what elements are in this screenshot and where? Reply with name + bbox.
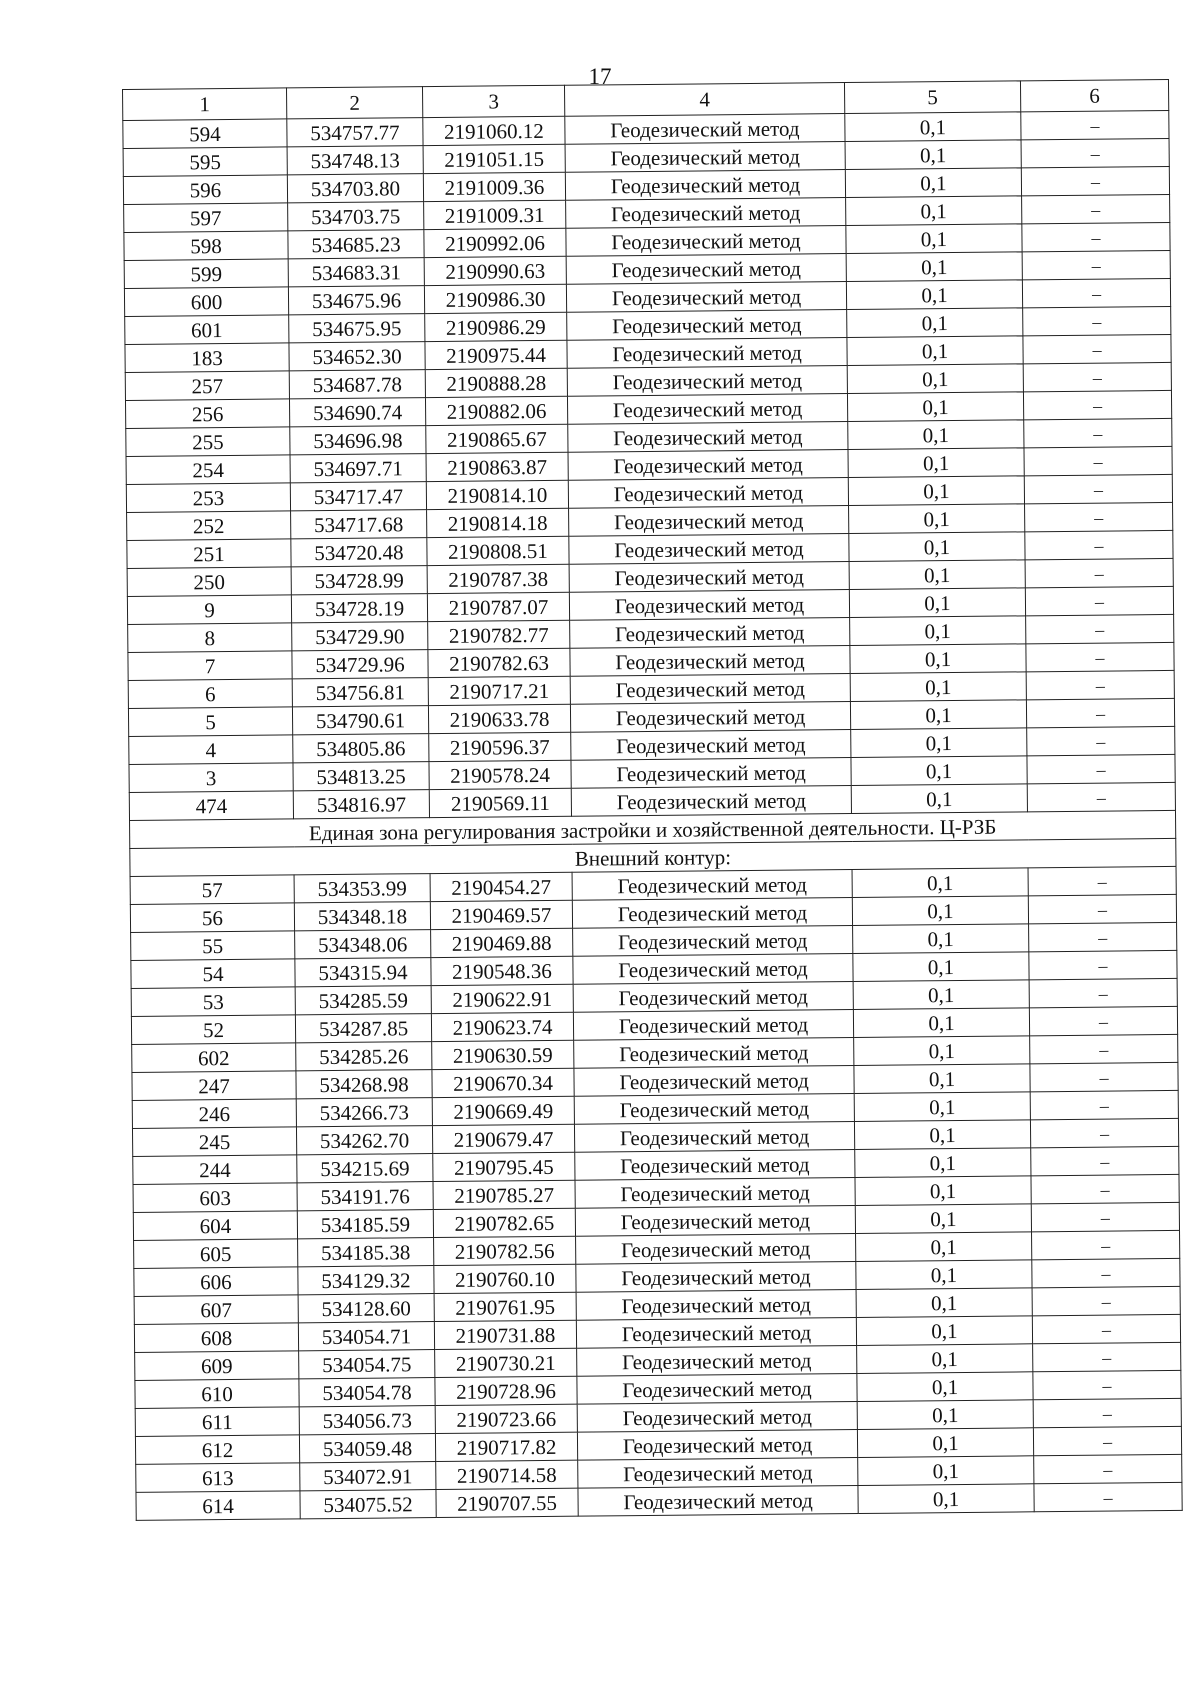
coordinate-y-cell: 2190795.45 (433, 1152, 575, 1181)
coordinate-x-cell: 534285.59 (295, 986, 431, 1015)
accuracy-cell: 0,1 (858, 1456, 1034, 1486)
accuracy-cell: 0,1 (849, 532, 1025, 562)
point-number-cell: 601 (125, 315, 289, 345)
coordinate-y-cell: 2190714.58 (436, 1460, 578, 1489)
method-cell: Геодезический метод (570, 646, 850, 677)
method-cell: Геодезический метод (566, 198, 846, 229)
coordinate-y-cell: 2190596.37 (429, 732, 571, 761)
coordinate-y-cell: 2191060.12 (423, 116, 565, 145)
coordinate-x-cell: 534348.18 (294, 902, 430, 931)
column-header: 5 (844, 81, 1020, 114)
coordinate-x-cell: 534757.77 (287, 118, 423, 147)
coordinate-y-cell: 2190990.63 (424, 256, 566, 285)
accuracy-cell: 0,1 (851, 728, 1027, 758)
note-cell: – (1030, 1034, 1178, 1063)
coordinate-x-cell: 534072.91 (300, 1462, 436, 1491)
coordinate-x-cell: 534075.52 (300, 1490, 436, 1519)
note-cell: – (1026, 670, 1174, 699)
coordinate-y-cell: 2190670.34 (432, 1068, 574, 1097)
column-header: 2 (286, 87, 422, 119)
point-number-cell: 246 (132, 1099, 296, 1129)
coordinate-y-cell: 2190888.28 (425, 368, 567, 397)
note-cell: – (1021, 110, 1169, 139)
coordinate-x-cell: 534056.73 (299, 1406, 435, 1435)
method-cell: Геодезический метод (567, 366, 847, 397)
method-cell: Геодезический метод (567, 338, 847, 369)
point-number-cell: 595 (123, 147, 287, 177)
point-number-cell: 594 (123, 119, 287, 149)
coordinate-x-cell: 534717.68 (291, 510, 427, 539)
coordinate-x-cell: 534697.71 (290, 454, 426, 483)
accuracy-cell: 0,1 (854, 1064, 1030, 1094)
accuracy-cell: 0,1 (853, 980, 1029, 1010)
accuracy-cell: 0,1 (855, 1176, 1031, 1206)
method-cell: Геодезический метод (578, 1486, 858, 1517)
coordinate-y-cell: 2190808.51 (427, 536, 569, 565)
coordinate-x-cell: 534285.26 (296, 1042, 432, 1071)
accuracy-cell: 0,1 (848, 476, 1024, 506)
point-number-cell: 3 (129, 763, 293, 793)
method-cell: Геодезический метод (571, 730, 851, 761)
method-cell: Геодезический метод (570, 618, 850, 649)
point-number-cell: 6 (128, 679, 292, 709)
accuracy-cell: 0,1 (850, 644, 1026, 674)
coordinate-y-cell: 2190469.88 (431, 928, 573, 957)
accuracy-cell: 0,1 (850, 672, 1026, 702)
page-number: 17 (588, 64, 612, 89)
point-number-cell: 614 (136, 1491, 300, 1521)
method-cell: Геодезический метод (575, 1150, 855, 1181)
point-number-cell: 53 (131, 987, 295, 1017)
coordinate-x-cell: 534675.96 (288, 286, 424, 315)
coordinate-y-cell: 2190814.18 (427, 508, 569, 537)
accuracy-cell: 0,1 (856, 1316, 1032, 1346)
coordinate-x-cell: 534059.48 (299, 1434, 435, 1463)
column-header: 3 (422, 85, 564, 117)
method-cell: Геодезический метод (568, 450, 848, 481)
section-title: Единая зона регулирования застройки и хозяйственной деятельности. Ц-РЗБ (130, 810, 1176, 848)
note-cell: – (1032, 1258, 1180, 1287)
method-cell: Геодезический метод (576, 1290, 856, 1321)
method-cell: Геодезический метод (565, 142, 845, 173)
coordinate-y-cell: 2191009.31 (424, 200, 566, 229)
coordinate-y-cell: 2190782.56 (434, 1236, 576, 1265)
accuracy-cell: 0,1 (856, 1260, 1032, 1290)
coordinate-y-cell: 2190863.87 (426, 452, 568, 481)
coordinate-y-cell: 2190578.24 (429, 760, 571, 789)
coordinate-x-cell: 534185.59 (297, 1210, 433, 1239)
coordinate-y-cell: 2190548.36 (431, 956, 573, 985)
accuracy-cell: 0,1 (852, 896, 1028, 926)
note-cell: – (1030, 1118, 1178, 1147)
coordinate-x-cell: 534266.73 (296, 1098, 432, 1127)
method-cell: Геодезический метод (576, 1318, 856, 1349)
coordinate-y-cell: 2190669.49 (432, 1096, 574, 1125)
point-number-cell: 612 (135, 1435, 299, 1465)
note-cell: – (1022, 250, 1170, 279)
accuracy-cell: 0,1 (857, 1372, 1033, 1402)
point-number-cell: 252 (127, 511, 291, 541)
note-cell: – (1024, 418, 1172, 447)
point-number-cell: 8 (128, 623, 292, 653)
coordinate-y-cell: 2190865.67 (426, 424, 568, 453)
coordinate-x-cell: 534054.71 (298, 1322, 434, 1351)
note-cell: – (1032, 1230, 1180, 1259)
method-cell: Геодезический метод (573, 982, 853, 1013)
coordinate-x-cell: 534685.23 (288, 230, 424, 259)
method-cell: Геодезический метод (575, 1206, 855, 1237)
note-cell: – (1023, 362, 1171, 391)
method-cell: Геодезический метод (577, 1374, 857, 1405)
note-cell: – (1024, 474, 1172, 503)
point-number-cell: 609 (135, 1351, 299, 1381)
coordinate-y-cell: 2190679.47 (432, 1124, 574, 1153)
note-cell: – (1028, 894, 1176, 923)
accuracy-cell: 0,1 (845, 168, 1021, 198)
note-cell: – (1029, 922, 1177, 951)
method-cell: Геодезический метод (571, 786, 851, 817)
method-cell: Геодезический метод (577, 1430, 857, 1461)
point-number-cell: 245 (132, 1127, 296, 1157)
coordinate-y-cell: 2190728.96 (435, 1376, 577, 1405)
coordinate-y-cell: 2190782.63 (428, 648, 570, 677)
method-cell: Геодезический метод (569, 506, 849, 537)
accuracy-cell: 0,1 (857, 1400, 1033, 1430)
note-cell: – (1030, 1090, 1178, 1119)
method-cell: Геодезический метод (573, 954, 853, 985)
coordinate-y-cell: 2190630.59 (432, 1040, 574, 1069)
coordinate-x-cell: 534813.25 (293, 762, 429, 791)
note-cell: – (1034, 1482, 1182, 1511)
coordinate-y-cell: 2190787.07 (427, 592, 569, 621)
coordinate-x-cell: 534191.76 (297, 1182, 433, 1211)
point-number-cell: 610 (135, 1379, 299, 1409)
coordinate-y-cell: 2190975.44 (425, 340, 567, 369)
note-cell: – (1025, 530, 1173, 559)
coordinate-y-cell: 2190814.10 (426, 480, 568, 509)
accuracy-cell: 0,1 (854, 1120, 1030, 1150)
accuracy-cell: 0,1 (851, 784, 1027, 814)
point-number-cell: 608 (134, 1323, 298, 1353)
note-cell: – (1031, 1202, 1179, 1231)
accuracy-cell: 0,1 (854, 1092, 1030, 1122)
method-cell: Геодезический метод (569, 562, 849, 593)
coordinate-x-cell: 534729.90 (292, 622, 428, 651)
coordinate-x-cell: 534687.78 (289, 370, 425, 399)
method-cell: Геодезический метод (570, 674, 850, 705)
coordinate-y-cell: 2190761.95 (434, 1292, 576, 1321)
point-number-cell: 52 (131, 1015, 295, 1045)
note-cell: – (1025, 558, 1173, 587)
coordinate-x-cell: 534054.78 (299, 1378, 435, 1407)
point-number-cell: 250 (127, 567, 291, 597)
accuracy-cell: 0,1 (847, 308, 1023, 338)
point-number-cell: 600 (124, 287, 288, 317)
note-cell: – (1033, 1370, 1181, 1399)
accuracy-cell: 0,1 (848, 448, 1024, 478)
coordinate-y-cell: 2191051.15 (423, 144, 565, 173)
coordinate-y-cell: 2190707.55 (436, 1488, 578, 1517)
point-number-cell: 605 (134, 1239, 298, 1269)
note-cell: – (1025, 586, 1173, 615)
coordinate-y-cell: 2190717.21 (428, 676, 570, 705)
note-cell: – (1025, 502, 1173, 531)
coordinate-y-cell: 2190787.38 (427, 564, 569, 593)
coordinate-y-cell: 2190785.27 (433, 1180, 575, 1209)
method-cell: Геодезический метод (578, 1458, 858, 1489)
coordinate-x-cell: 534054.75 (299, 1350, 435, 1379)
coordinate-x-cell: 534816.97 (293, 790, 429, 819)
accuracy-cell: 0,1 (849, 588, 1025, 618)
note-cell: – (1021, 138, 1169, 167)
coordinate-y-cell: 2190986.29 (425, 312, 567, 341)
note-cell: – (1033, 1342, 1181, 1371)
accuracy-cell: 0,1 (858, 1484, 1034, 1514)
note-cell: – (1029, 1006, 1177, 1035)
method-cell: Геодезический метод (565, 170, 845, 201)
coordinate-y-cell: 2190723.66 (435, 1404, 577, 1433)
note-cell: – (1021, 166, 1169, 195)
accuracy-cell: 0,1 (853, 924, 1029, 954)
method-cell: Геодезический метод (569, 590, 849, 621)
coordinate-y-cell: 2190622.91 (431, 984, 573, 1013)
accuracy-cell: 0,1 (854, 1036, 1030, 1066)
accuracy-cell: 0,1 (855, 1148, 1031, 1178)
coordinate-x-cell: 534720.48 (291, 538, 427, 567)
accuracy-cell: 0,1 (847, 392, 1023, 422)
method-cell: Геодезический метод (574, 1038, 854, 1069)
method-cell: Геодезический метод (576, 1234, 856, 1265)
note-cell: – (1030, 1062, 1178, 1091)
coordinate-y-cell: 2190717.82 (435, 1432, 577, 1461)
point-number-cell: 5 (128, 707, 292, 737)
point-number-cell: 611 (135, 1407, 299, 1437)
method-cell: Геодезический метод (571, 758, 851, 789)
coordinate-y-cell: 2190469.57 (430, 900, 572, 929)
point-number-cell: 255 (126, 427, 290, 457)
coordinate-x-cell: 534675.95 (289, 314, 425, 343)
point-number-cell: 613 (136, 1463, 300, 1493)
coordinate-x-cell: 534128.60 (298, 1294, 434, 1323)
point-number-cell: 599 (124, 259, 288, 289)
coordinate-x-cell: 534215.69 (297, 1154, 433, 1183)
note-cell: – (1027, 754, 1175, 783)
method-cell: Геодезический метод (569, 534, 849, 565)
coordinate-x-cell: 534748.13 (287, 146, 423, 175)
note-cell: – (1022, 222, 1170, 251)
accuracy-cell: 0,1 (853, 952, 1029, 982)
note-cell: – (1027, 782, 1175, 811)
accuracy-cell: 0,1 (850, 616, 1026, 646)
coordinate-x-cell: 534728.99 (291, 566, 427, 595)
point-number-cell: 257 (125, 371, 289, 401)
note-cell: – (1029, 950, 1177, 979)
coordinate-y-cell: 2190760.10 (434, 1264, 576, 1293)
coordinate-x-cell: 534129.32 (298, 1266, 434, 1295)
coordinate-x-cell: 534262.70 (296, 1126, 432, 1155)
point-number-cell: 596 (123, 175, 287, 205)
accuracy-cell: 0,1 (846, 224, 1022, 254)
note-cell: – (1027, 726, 1175, 755)
coordinate-y-cell: 2190986.30 (424, 284, 566, 313)
coordinate-x-cell: 534348.06 (295, 930, 431, 959)
method-cell: Геодезический метод (577, 1402, 857, 1433)
point-number-cell: 9 (127, 595, 291, 625)
coordinate-x-cell: 534717.47 (290, 482, 426, 511)
coordinate-x-cell: 534353.99 (294, 874, 430, 903)
accuracy-cell: 0,1 (857, 1344, 1033, 1374)
coordinate-x-cell: 534315.94 (295, 958, 431, 987)
method-cell: Геодезический метод (572, 898, 852, 929)
point-number-cell: 55 (131, 931, 295, 961)
method-cell: Геодезический метод (565, 114, 845, 145)
point-number-cell: 254 (126, 455, 290, 485)
point-number-cell: 57 (130, 875, 294, 905)
coordinate-y-cell: 2190731.88 (434, 1320, 576, 1349)
accuracy-cell: 0,1 (856, 1288, 1032, 1318)
coordinate-y-cell: 2190569.11 (429, 788, 571, 817)
point-number-cell: 604 (133, 1211, 297, 1241)
accuracy-cell: 0,1 (851, 756, 1027, 786)
point-number-cell: 474 (129, 791, 293, 821)
coordinate-x-cell: 534790.61 (292, 706, 428, 735)
subsection-title: Внешний контур: (130, 838, 1176, 876)
coordinate-x-cell: 534756.81 (292, 678, 428, 707)
method-cell: Геодезический метод (574, 1066, 854, 1097)
accuracy-cell: 0,1 (845, 140, 1021, 170)
point-number-cell: 247 (132, 1071, 296, 1101)
point-number-cell: 183 (125, 343, 289, 373)
accuracy-cell: 0,1 (846, 196, 1022, 226)
point-number-cell: 244 (133, 1155, 297, 1185)
method-cell: Геодезический метод (573, 926, 853, 957)
accuracy-cell: 0,1 (850, 700, 1026, 730)
method-cell: Геодезический метод (576, 1262, 856, 1293)
coordinate-x-cell: 534805.86 (293, 734, 429, 763)
coordinate-y-cell: 2191009.36 (423, 172, 565, 201)
note-cell: – (1033, 1398, 1181, 1427)
method-cell: Геодезический метод (567, 394, 847, 425)
accuracy-cell: 0,1 (853, 1008, 1029, 1038)
note-cell: – (1022, 194, 1170, 223)
method-cell: Геодезический метод (566, 226, 846, 257)
accuracy-cell: 0,1 (849, 560, 1025, 590)
coordinate-y-cell: 2190992.06 (424, 228, 566, 257)
coordinate-x-cell: 534729.96 (292, 650, 428, 679)
note-cell: – (1023, 334, 1171, 363)
point-number-cell: 54 (131, 959, 295, 989)
point-number-cell: 56 (130, 903, 294, 933)
point-number-cell: 251 (127, 539, 291, 569)
coordinate-x-cell: 534652.30 (289, 342, 425, 371)
coordinate-y-cell: 2190454.27 (430, 872, 572, 901)
note-cell: – (1024, 446, 1172, 475)
point-number-cell: 602 (132, 1043, 296, 1073)
point-number-cell: 4 (129, 735, 293, 765)
note-cell: – (1023, 390, 1171, 419)
method-cell: Геодезический метод (570, 702, 850, 733)
note-cell: – (1023, 306, 1171, 335)
coordinate-x-cell: 534703.75 (288, 202, 424, 231)
method-cell: Геодезический метод (577, 1346, 857, 1377)
point-number-cell: 253 (126, 483, 290, 513)
coordinate-x-cell: 534287.85 (295, 1014, 431, 1043)
note-cell: – (1032, 1314, 1180, 1343)
point-number-cell: 598 (124, 231, 288, 261)
method-cell: Геодезический метод (566, 254, 846, 285)
accuracy-cell: 0,1 (845, 112, 1021, 142)
point-number-cell: 606 (134, 1267, 298, 1297)
point-number-cell: 256 (125, 399, 289, 429)
method-cell: Геодезический метод (575, 1178, 855, 1209)
accuracy-cell: 0,1 (846, 252, 1022, 282)
column-header: 6 (1020, 79, 1168, 111)
method-cell: Геодезический метод (574, 1122, 854, 1153)
coordinate-y-cell: 2190782.77 (428, 620, 570, 649)
column-header: 1 (123, 88, 287, 121)
coordinate-x-cell: 534703.80 (287, 174, 423, 203)
method-cell: Геодезический метод (568, 478, 848, 509)
accuracy-cell: 0,1 (855, 1204, 1031, 1234)
note-cell: – (1031, 1146, 1179, 1175)
coordinate-x-cell: 534696.98 (290, 426, 426, 455)
accuracy-cell: 0,1 (848, 420, 1024, 450)
note-cell: – (1033, 1426, 1181, 1455)
note-cell: – (1029, 978, 1177, 1007)
coordinate-x-cell: 534185.38 (298, 1238, 434, 1267)
method-cell: Геодезический метод (568, 422, 848, 453)
point-number-cell: 607 (134, 1295, 298, 1325)
coordinate-y-cell: 2190623.74 (431, 1012, 573, 1041)
accuracy-cell: 0,1 (857, 1428, 1033, 1458)
accuracy-cell: 0,1 (849, 504, 1025, 534)
method-cell: Геодезический метод (573, 1010, 853, 1041)
note-cell: – (1026, 642, 1174, 671)
coordinate-x-cell: 534690.74 (289, 398, 425, 427)
note-cell: – (1026, 698, 1174, 727)
method-cell: Геодезический метод (574, 1094, 854, 1125)
note-cell: – (1032, 1286, 1180, 1315)
method-cell: Геодезический метод (566, 282, 846, 313)
coordinate-y-cell: 2190633.78 (428, 704, 570, 733)
accuracy-cell: 0,1 (856, 1232, 1032, 1262)
coordinate-y-cell: 2190730.21 (435, 1348, 577, 1377)
note-cell: – (1031, 1174, 1179, 1203)
method-cell: Геодезический метод (572, 870, 852, 901)
coordinates-table (122, 79, 1183, 1521)
point-number-cell: 597 (124, 203, 288, 233)
coordinate-x-cell: 534728.19 (291, 594, 427, 623)
note-cell: – (1028, 866, 1176, 895)
column-header: 4 (564, 83, 844, 117)
coordinate-x-cell: 534683.31 (288, 258, 424, 287)
method-cell: Геодезический метод (567, 310, 847, 341)
point-number-cell: 603 (133, 1183, 297, 1213)
note-cell: – (1034, 1454, 1182, 1483)
accuracy-cell: 0,1 (852, 868, 1028, 898)
point-number-cell: 7 (128, 651, 292, 681)
coordinate-y-cell: 2190882.06 (425, 396, 567, 425)
coordinate-x-cell: 534268.98 (296, 1070, 432, 1099)
accuracy-cell: 0,1 (847, 336, 1023, 366)
note-cell: – (1022, 278, 1170, 307)
note-cell: – (1026, 614, 1174, 643)
accuracy-cell: 0,1 (847, 364, 1023, 394)
accuracy-cell: 0,1 (846, 280, 1022, 310)
coordinate-y-cell: 2190782.65 (433, 1208, 575, 1237)
